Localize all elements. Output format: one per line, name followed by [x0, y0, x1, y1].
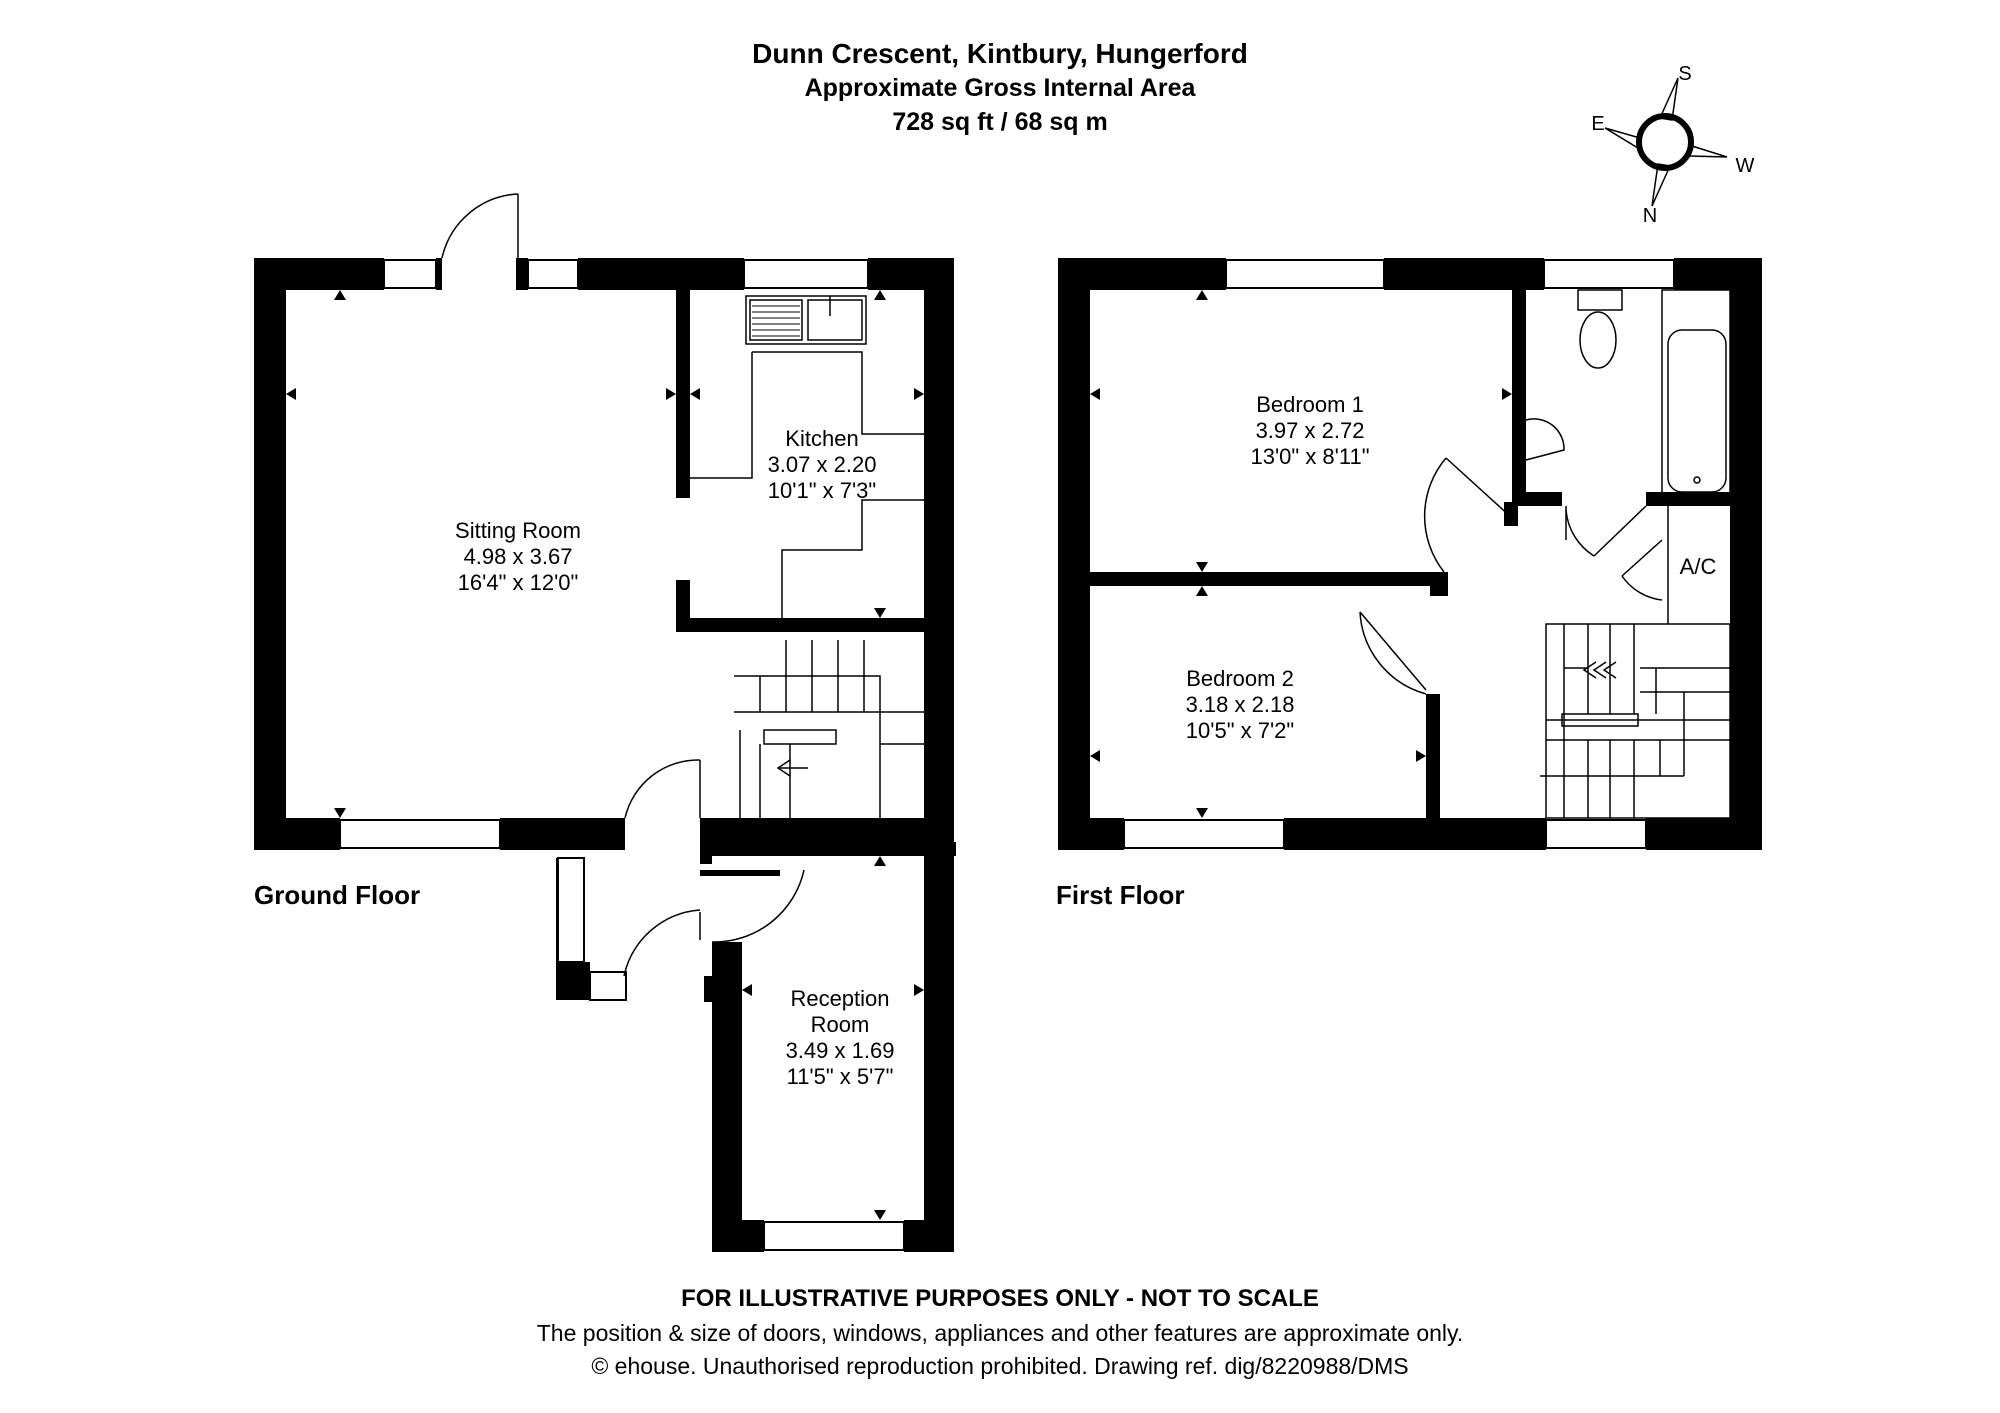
kitchen-imperial: 10'1" x 7'3": [767, 478, 877, 503]
bedroom-2-imperial: 10'5" x 7'2": [1185, 718, 1295, 743]
first-floor-dimension-arrows: [1090, 290, 1512, 818]
plan-title: Dunn Crescent, Kintbury, Hungerford: [752, 38, 1248, 69]
sitting-room-imperial: 16'4" x 12'0": [457, 570, 579, 595]
reception-room-name: Reception: [790, 986, 890, 1011]
compass-south-label: S: [1678, 63, 1692, 85]
bedroom-1-imperial: 13'0" x 8'11": [1250, 444, 1370, 469]
first-floor-walls: [1058, 258, 1762, 850]
approximation-note: The position & size of doors, windows, appliances and other features are approximate only.: [536, 1320, 1464, 1346]
reception-room-name-2: Room: [810, 1012, 870, 1037]
ground-floor-windows: [340, 260, 904, 1250]
sitting-room-metric: 4.98 x 3.67: [463, 544, 573, 569]
first-floor-plan: [1058, 258, 1762, 850]
first-floor-label: First Floor: [1056, 880, 1185, 910]
ground-floor-label: Ground Floor: [254, 880, 421, 910]
airing-cupboard-label: A/C: [1679, 554, 1717, 579]
compass-icon: [1591, 63, 1754, 227]
bedroom-1-name: Bedroom 1: [1256, 392, 1364, 417]
ground-floor-plan: [254, 194, 956, 1252]
bedroom-2-metric: 3.18 x 2.18: [1185, 692, 1295, 717]
kitchen-name: Kitchen: [785, 426, 859, 451]
compass-west-label: W: [1735, 155, 1755, 177]
copyright-notice: © ehouse. Unauthorised reproduction prohibited. Drawing ref. dig/8220988/DMS: [591, 1353, 1409, 1379]
ground-floor-walls: [254, 258, 956, 1252]
gross-area: 728 sq ft / 68 sq m: [892, 108, 1108, 136]
first-floor-stairs: [1540, 624, 1730, 818]
compass-east-label: E: [1591, 113, 1605, 135]
bedroom-1-metric: 3.97 x 2.72: [1255, 418, 1365, 443]
ground-floor-stairs: [734, 640, 924, 818]
plan-subtitle: Approximate Gross Internal Area: [804, 74, 1196, 102]
reception-room-imperial: 11'5" x 5'7": [786, 1064, 894, 1089]
compass-north-label: N: [1642, 205, 1658, 227]
reception-room-metric: 3.49 x 1.69: [785, 1038, 895, 1063]
sitting-room-name: Sitting Room: [455, 518, 581, 543]
scale-disclaimer: FOR ILLUSTRATIVE PURPOSES ONLY - NOT TO SCALE: [681, 1285, 1319, 1312]
kitchen-metric: 3.07 x 2.20: [767, 452, 877, 477]
bedroom-2-name: Bedroom 2: [1186, 666, 1294, 691]
